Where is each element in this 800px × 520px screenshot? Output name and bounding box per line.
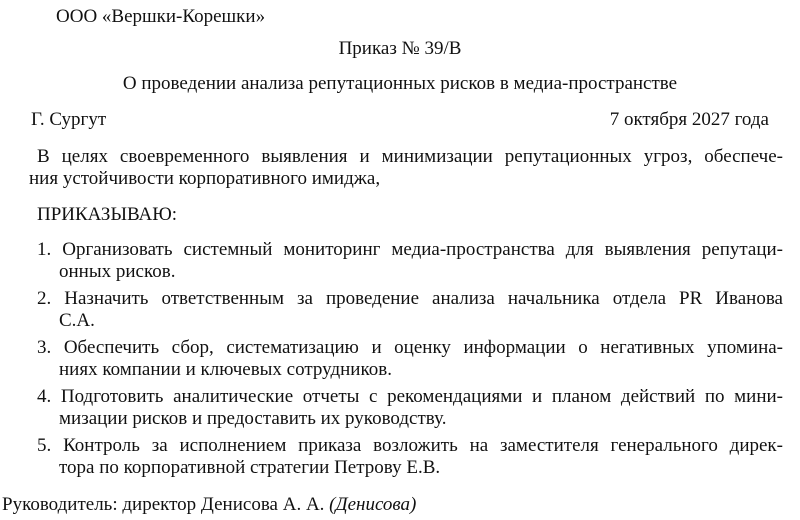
order-word: ПРИКАЗЫВАЮ: <box>37 204 178 225</box>
list-item-line: С.А. <box>59 310 95 331</box>
signature-line <box>2 494 416 516</box>
list-item-line: 3. Обеспечить сбор, систематизацию и оценку информации о негативных упомина- <box>37 337 783 358</box>
list-item-line: 4. Подготовить аналитические отчеты с рекомендациями и планом действий по мини- <box>37 386 783 407</box>
signature-label: Руководитель: директор Денисова А. А. <box>2 494 325 515</box>
order-item-1 <box>37 239 783 283</box>
order-title: Приказ № 39/В <box>338 38 462 59</box>
order-item-4 <box>37 386 783 430</box>
city: Г. Сургут <box>31 109 107 130</box>
order-item-3 <box>37 337 783 381</box>
order-subject: О проведении анализа репутационных рисков в медиа-пространстве <box>122 73 678 94</box>
list-item-line: 5. Контроль за исполнением приказа возложить на заместителя генерального дирек- <box>37 435 783 456</box>
list-item-line: онных рисков. <box>59 261 176 282</box>
order-date: 7 октября 2027 года <box>609 109 769 130</box>
list-item-line: ниях компании и ключевых сотрудников. <box>59 359 392 380</box>
list-item-line: тора по корпоративной стратегии Петрову Е.В. <box>59 457 441 478</box>
organization-name: ООО «Вершки-Корешки» <box>56 6 266 27</box>
list-item-line: 1. Организовать системный мониторинг медиа-пространства для выявления репутаци- <box>37 239 783 260</box>
list-item-line: 2. Назначить ответственным за проведение анализа начальника отдела PR Иванова <box>37 288 783 309</box>
preamble-line: ния устойчивости корпоративного имиджа, <box>29 168 381 189</box>
preamble-line: В целях своевременного выявления и минимизации репутационных угроз, обеспече- <box>37 146 783 167</box>
order-item-2 <box>37 288 783 332</box>
handwritten-signature: (Денисова) <box>329 494 417 515</box>
order-item-5 <box>37 435 783 479</box>
list-item-line: мизации рисков и предоставить их руководству. <box>59 408 447 429</box>
preamble <box>29 146 783 190</box>
